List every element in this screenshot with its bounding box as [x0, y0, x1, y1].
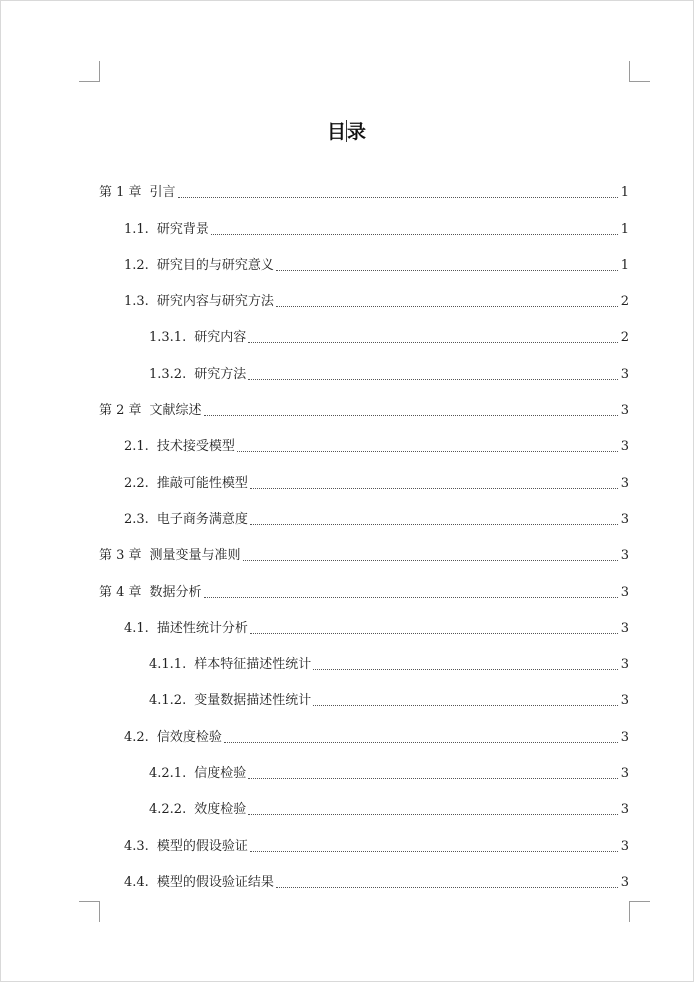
toc-entry-label: 引言: [149, 185, 176, 201]
toc-entry-label: 信效度检验: [156, 729, 222, 745]
toc-entry-page: 1: [620, 257, 629, 273]
toc-entry[interactable]: [99, 169, 629, 205]
crop-mark-top-right: [629, 61, 650, 82]
toc-entry-page: 3: [620, 729, 629, 745]
toc-entry[interactable]: [99, 750, 629, 786]
toc-entry[interactable]: [99, 423, 629, 459]
toc-entry-label: 信度检验: [194, 766, 247, 782]
toc-entry[interactable]: [99, 350, 629, 386]
toc-entry-label: 推敲可能性模型: [156, 475, 248, 491]
toc-entry-label: 变量数据描述性统计: [194, 693, 312, 709]
toc-title: 目录: [326, 121, 367, 143]
toc-entry-label: 测量变量与准则: [149, 548, 241, 564]
toc-dot-leader: [248, 342, 617, 343]
toc-entry[interactable]: [99, 387, 629, 423]
toc-entry-page: 2: [620, 294, 629, 310]
toc-entry-page: 3: [620, 620, 629, 636]
toc-dot-leader: [276, 270, 618, 271]
toc-entry-label: 电子商务满意度: [156, 511, 248, 527]
toc-entry[interactable]: [99, 496, 629, 532]
toc-dot-leader: [250, 851, 618, 852]
toc-entry-label: 文献综述: [149, 403, 202, 419]
toc-dot-leader: [204, 415, 618, 416]
toc-dot-leader: [211, 234, 618, 235]
toc-entry-label: 研究方法: [194, 366, 247, 382]
toc-entry[interactable]: [99, 242, 629, 278]
toc-entry[interactable]: [99, 641, 629, 677]
toc-entry-number: 第 4 章: [99, 584, 142, 600]
toc-dot-leader: [313, 705, 617, 706]
toc-entry[interactable]: [99, 859, 629, 895]
toc-entry-page: 1: [620, 185, 629, 201]
toc-entry-page: 3: [620, 366, 629, 382]
toc-dot-leader: [250, 524, 618, 525]
crop-mark-top-left: [79, 61, 100, 82]
toc-entry-number: 2.3.: [124, 511, 149, 527]
toc-entry-label: 技术接受模型: [156, 439, 235, 455]
toc-entry-label: 模型的假设验证: [156, 838, 248, 854]
toc-entry-label: 样本特征描述性统计: [194, 657, 312, 673]
toc-dot-leader: [313, 669, 617, 670]
toc-entry-number: 4.1.: [124, 620, 149, 636]
toc-entry-page: 3: [620, 766, 629, 782]
toc-entry[interactable]: [99, 314, 629, 350]
toc-dot-leader: [276, 887, 618, 888]
toc-entry-number: 4.4.: [124, 874, 149, 890]
toc-entry-number: 2.2.: [124, 475, 149, 491]
toc-entry-number: 1.3.: [124, 294, 149, 310]
toc-entry-page: 3: [620, 584, 629, 600]
table-of-contents: [99, 169, 629, 895]
toc-entry-label: 模型的假设验证结果: [156, 874, 274, 890]
toc-dot-leader: [248, 379, 617, 380]
toc-entry-page: 2: [620, 330, 629, 346]
toc-entry-page: 1: [620, 221, 629, 237]
toc-entry-number: 2.1.: [124, 439, 149, 455]
toc-entry-page: 3: [620, 693, 629, 709]
toc-dot-leader: [250, 633, 618, 634]
toc-entry[interactable]: [99, 278, 629, 314]
toc-entry-page: 3: [620, 657, 629, 673]
toc-entry-number: 第 3 章: [99, 548, 142, 564]
toc-dot-leader: [224, 742, 618, 743]
toc-dot-leader: [248, 814, 617, 815]
toc-entry-label: 数据分析: [149, 584, 202, 600]
toc-entry-label: 描述性统计分析: [156, 620, 248, 636]
toc-entry-number: 1.1.: [124, 221, 149, 237]
toc-entry[interactable]: [99, 459, 629, 495]
toc-entry-number: 1.2.: [124, 257, 149, 273]
toc-entry-label: 研究内容与研究方法: [156, 294, 274, 310]
toc-entry-number: 4.2.2.: [149, 802, 187, 818]
toc-entry[interactable]: [99, 822, 629, 858]
crop-mark-bottom-right: [629, 901, 650, 922]
toc-entry-label: 研究内容: [194, 330, 247, 346]
toc-entry[interactable]: [99, 605, 629, 641]
toc-entry[interactable]: [99, 677, 629, 713]
toc-entry-label: 研究背景: [156, 221, 209, 237]
toc-entry-number: 1.3.1.: [149, 330, 187, 346]
toc-entry[interactable]: [99, 786, 629, 822]
toc-dot-leader: [250, 488, 618, 489]
toc-dot-leader: [243, 560, 618, 561]
toc-entry[interactable]: [99, 532, 629, 568]
toc-dot-leader: [178, 197, 618, 198]
toc-entry-number: 4.1.2.: [149, 693, 187, 709]
toc-entry-number: 4.3.: [124, 838, 149, 854]
crop-mark-bottom-left: [79, 901, 100, 922]
toc-entry-number: 4.2.: [124, 729, 149, 745]
toc-entry[interactable]: [99, 568, 629, 604]
toc-entry-page: 3: [620, 475, 629, 491]
toc-entry-page: 3: [620, 439, 629, 455]
toc-entry-number: 第 1 章: [99, 185, 142, 201]
toc-dot-leader: [248, 778, 617, 779]
toc-entry[interactable]: [99, 713, 629, 749]
toc-entry-page: 3: [620, 874, 629, 890]
toc-entry-page: 3: [620, 802, 629, 818]
toc-entry-number: 4.1.1.: [149, 657, 187, 673]
toc-entry[interactable]: [99, 205, 629, 241]
toc-entry-page: 3: [620, 838, 629, 854]
toc-entry-number: 4.2.1.: [149, 766, 187, 782]
toc-dot-leader: [237, 451, 618, 452]
toc-dot-leader: [204, 597, 618, 598]
toc-entry-number: 第 2 章: [99, 403, 142, 419]
toc-entry-label: 效度检验: [194, 802, 247, 818]
toc-entry-label: 研究目的与研究意义: [156, 257, 274, 273]
toc-entry-page: 3: [620, 403, 629, 419]
toc-entry-page: 3: [620, 548, 629, 564]
toc-dot-leader: [276, 306, 618, 307]
toc-entry-number: 1.3.2.: [149, 366, 187, 382]
toc-entry-page: 3: [620, 511, 629, 527]
